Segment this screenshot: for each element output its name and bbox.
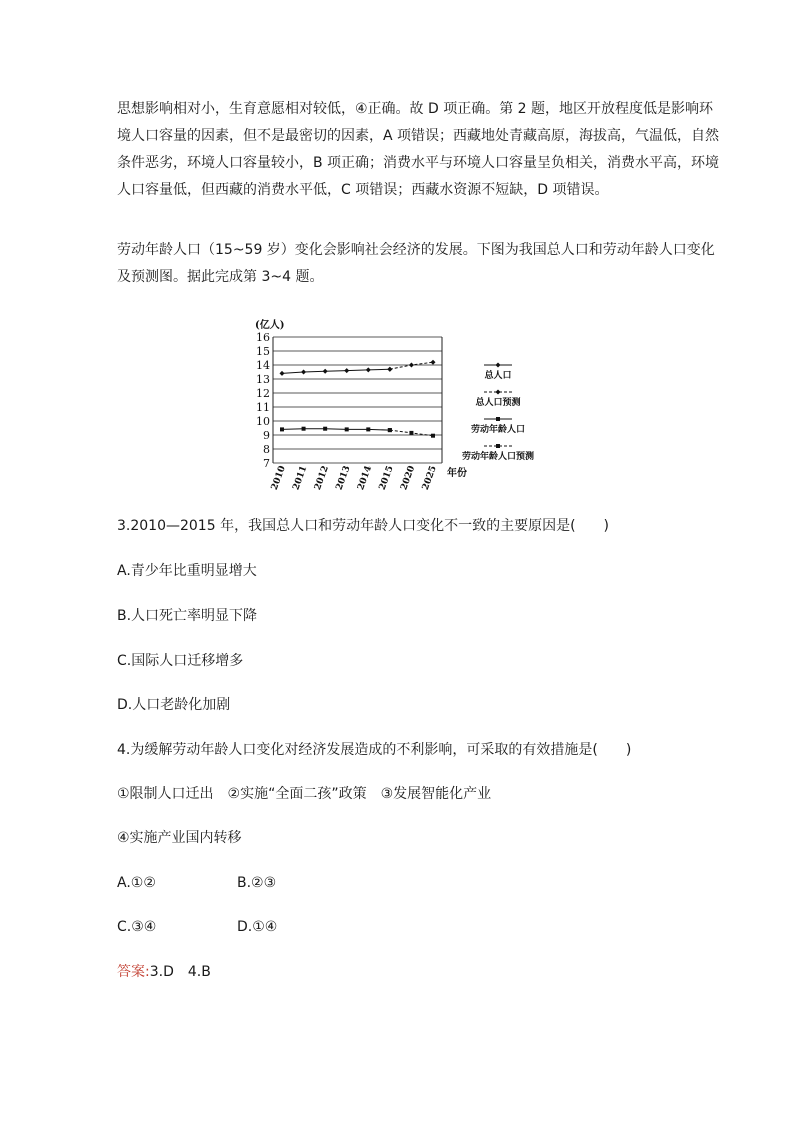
question-3-option-c[interactable]: C.国际人口迁移增多 <box>117 653 244 669</box>
intro-line: 及预测图。据此完成第 3~4 题。 <box>117 269 324 285</box>
question-4-stem: 4.为缓解劳动年龄人口变化对经济发展造成的不利影响，可采取的有效措施是( ) <box>117 742 632 758</box>
question-3-option-a[interactable]: A.青少年比重明显增大 <box>117 563 257 579</box>
x-tick-label: 2013 <box>334 464 353 492</box>
series-line <box>388 428 435 438</box>
answer-label: 答案: <box>117 964 150 980</box>
series-line <box>280 367 393 376</box>
square-marker <box>323 427 327 431</box>
square-marker <box>366 427 370 431</box>
series-line <box>387 360 435 372</box>
question-4-option-c[interactable]: C.③④ <box>117 919 157 935</box>
y-tick-label: 13 <box>256 373 270 386</box>
legend-label: 劳动年龄人口预测 <box>461 452 535 462</box>
legend-label: 劳动年龄人口 <box>470 425 526 435</box>
population-line-chart <box>250 313 550 493</box>
question-3-option-d[interactable]: D.人口老龄化加剧 <box>117 697 231 713</box>
y-tick-label: 11 <box>256 401 270 414</box>
diamond-marker <box>280 371 285 376</box>
square-marker <box>302 427 306 431</box>
diamond-marker <box>387 367 392 372</box>
intro-line: 劳动年龄人口（15~59 岁）变化会影响社会经济的发展。下图为我国总人口和劳动年龄人口变化 <box>117 242 715 258</box>
chart-legend <box>462 363 534 463</box>
question-4-items-line2: ④实施产业国内转移 <box>117 830 242 846</box>
y-tick-label: 16 <box>256 331 270 344</box>
x-axis-label: 年份 <box>447 468 467 479</box>
diamond-marker <box>431 360 436 365</box>
x-tick-label: 2012 <box>312 464 331 492</box>
diamond-marker <box>496 363 501 368</box>
square-marker <box>345 427 349 431</box>
series-path <box>282 429 390 430</box>
y-tick-label: 15 <box>256 345 270 358</box>
question-3-stem: 3.2010—2015 年，我国总人口和劳动年龄人口变化不一致的主要原因是( ) <box>117 518 609 534</box>
legend-item <box>475 390 520 409</box>
x-tick-label: 2014 <box>356 464 375 492</box>
y-tick-label: 8 <box>263 443 270 456</box>
diamond-marker <box>409 363 414 368</box>
explanation-line: 思想影响相对小，生育意愿相对较低，④正确。故 D 项正确。第 2 题，地区开放程度低是影响环 <box>117 101 714 117</box>
x-tick-labels <box>270 465 439 492</box>
legend-label: 总人口 <box>484 371 512 381</box>
legend-item <box>462 444 534 462</box>
square-marker <box>280 427 284 431</box>
question-3-option-b[interactable]: B.人口死亡率明显下降 <box>117 608 258 624</box>
y-tick-label: 7 <box>263 457 270 470</box>
square-marker <box>388 428 392 432</box>
chart-series <box>280 360 436 438</box>
legend-item <box>471 417 525 435</box>
legend-label: 总人口预测 <box>475 398 521 408</box>
explanation-line: 条件恶劣，环境人口容量较小，B 项正确；消费水平与环境人口容量呈负相关，消费水平高，环境 <box>117 155 720 171</box>
y-axis-label: (亿人) <box>255 320 285 331</box>
square-marker <box>431 434 435 438</box>
series-line <box>280 427 392 432</box>
explanation-line: 人口容量低，但西藏的消费水平低，C 项错误；西藏水资源不短缺，D 项错误。 <box>117 182 609 198</box>
x-tick-label: 2015 <box>377 464 396 492</box>
y-tick-label: 14 <box>256 359 270 372</box>
answer-line <box>117 959 211 985</box>
question-4-items-line1: ①限制人口迁出 ②实施“全面二孩”政策 ③发展智能化产业 <box>117 786 492 802</box>
x-tick-label: 2025 <box>420 464 439 492</box>
diamond-marker <box>301 370 306 375</box>
x-tick-label: 2010 <box>269 464 288 492</box>
diamond-marker <box>366 367 371 372</box>
explanation-paragraph <box>117 96 720 204</box>
y-tick-label: 10 <box>256 415 270 428</box>
y-tick-label: 12 <box>256 387 270 400</box>
diamond-marker <box>496 390 501 395</box>
square-marker <box>496 417 500 421</box>
question-4-option-b[interactable]: B.②③ <box>237 875 277 891</box>
x-tick-label: 2011 <box>291 464 310 492</box>
question-4-option-d[interactable]: D.①④ <box>237 919 278 935</box>
diamond-marker <box>344 368 349 373</box>
explanation-line: 境人口容量的因素，但不是最密切的因素，A 项错误；西藏地处青藏高原，海拔高，气温低，自然 <box>117 128 720 144</box>
question-intro <box>117 237 715 291</box>
chart-grid <box>273 337 442 463</box>
x-tick-label: 2020 <box>399 464 418 492</box>
answer-value: 3.D 4.B <box>149 964 211 980</box>
square-marker <box>496 444 500 448</box>
y-tick-label: 9 <box>263 429 270 442</box>
y-tick-labels <box>256 331 270 470</box>
question-4-option-a[interactable]: A.①② <box>117 875 156 891</box>
diamond-marker <box>323 369 328 374</box>
series-path <box>282 369 390 373</box>
square-marker <box>409 431 413 435</box>
legend-item <box>484 363 512 382</box>
